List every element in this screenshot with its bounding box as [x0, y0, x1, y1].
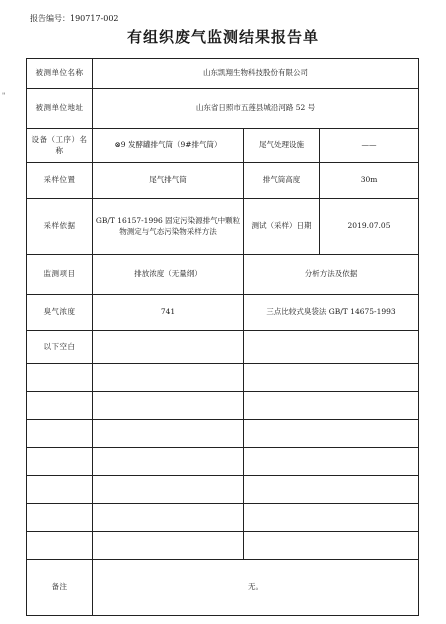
test-date-label: 测试（采样）日期: [244, 199, 320, 255]
remarks-label: 备注: [27, 560, 93, 616]
inspected-address-label: 被测单位地址: [27, 89, 93, 129]
odor-concentration-value: 741: [93, 295, 244, 331]
stack-height-label: 排气筒高度: [244, 163, 320, 199]
report-table: [26, 58, 419, 616]
table-row: [27, 89, 419, 129]
table-row: [27, 331, 419, 364]
table-row: [27, 295, 419, 331]
empty-row: [27, 504, 419, 532]
margin-mark: ": [2, 92, 6, 100]
remarks-value: 无。: [93, 560, 419, 616]
table-row: [27, 199, 419, 255]
stack-height-value: 30m: [320, 163, 419, 199]
empty-row: [27, 364, 419, 392]
sampling-basis-label: 采样依据: [27, 199, 93, 255]
table-row: [27, 59, 419, 89]
empty-row: [27, 392, 419, 420]
emission-concentration-header: 排放浓度（无量纲）: [93, 255, 244, 295]
table-row: [27, 163, 419, 199]
report-number: 报告编号：190717-002: [30, 14, 119, 23]
test-date-value: 2019.07.05: [320, 199, 419, 255]
equipment-value: ⊗9 发酵罐排气筒（9#排气筒）: [93, 129, 244, 163]
sampling-position-label: 采样位置: [27, 163, 93, 199]
empty-row: [27, 448, 419, 476]
table-row: [27, 560, 419, 616]
treatment-facility-value: ——: [320, 129, 419, 163]
odor-analysis-method: 三点比较式臭袋法 GB/T 14675-1993: [244, 295, 419, 331]
analysis-method-header: 分析方法及依据: [244, 255, 419, 295]
page-title: 有组织废气监测结果报告单: [126, 28, 319, 46]
sampling-position-value: 尾气排气筒: [93, 163, 244, 199]
sampling-basis-value: GB/T 16157-1996 固定污染源排气中颗粒物测定与气态污染物采样方法: [93, 199, 244, 255]
empty-row: [27, 420, 419, 448]
blank-below-label: 以下空白: [27, 331, 93, 364]
inspected-address-value: 山东省日照市五莲县城沿河路 52 号: [93, 89, 419, 129]
table-row: [27, 255, 419, 295]
treatment-facility-label: 尾气处理设施: [244, 129, 320, 163]
equipment-label: 设备（工序）名称: [27, 129, 93, 163]
monitoring-item-label: 监测项目: [27, 255, 93, 295]
inspected-unit-value: 山东凯翔生物科技股份有限公司: [93, 59, 419, 89]
odor-concentration-label: 臭气浓度: [27, 295, 93, 331]
empty-row: [27, 532, 419, 560]
table-row: [27, 129, 419, 163]
inspected-unit-label: 被测单位名称: [27, 59, 93, 89]
empty-row: [27, 476, 419, 504]
